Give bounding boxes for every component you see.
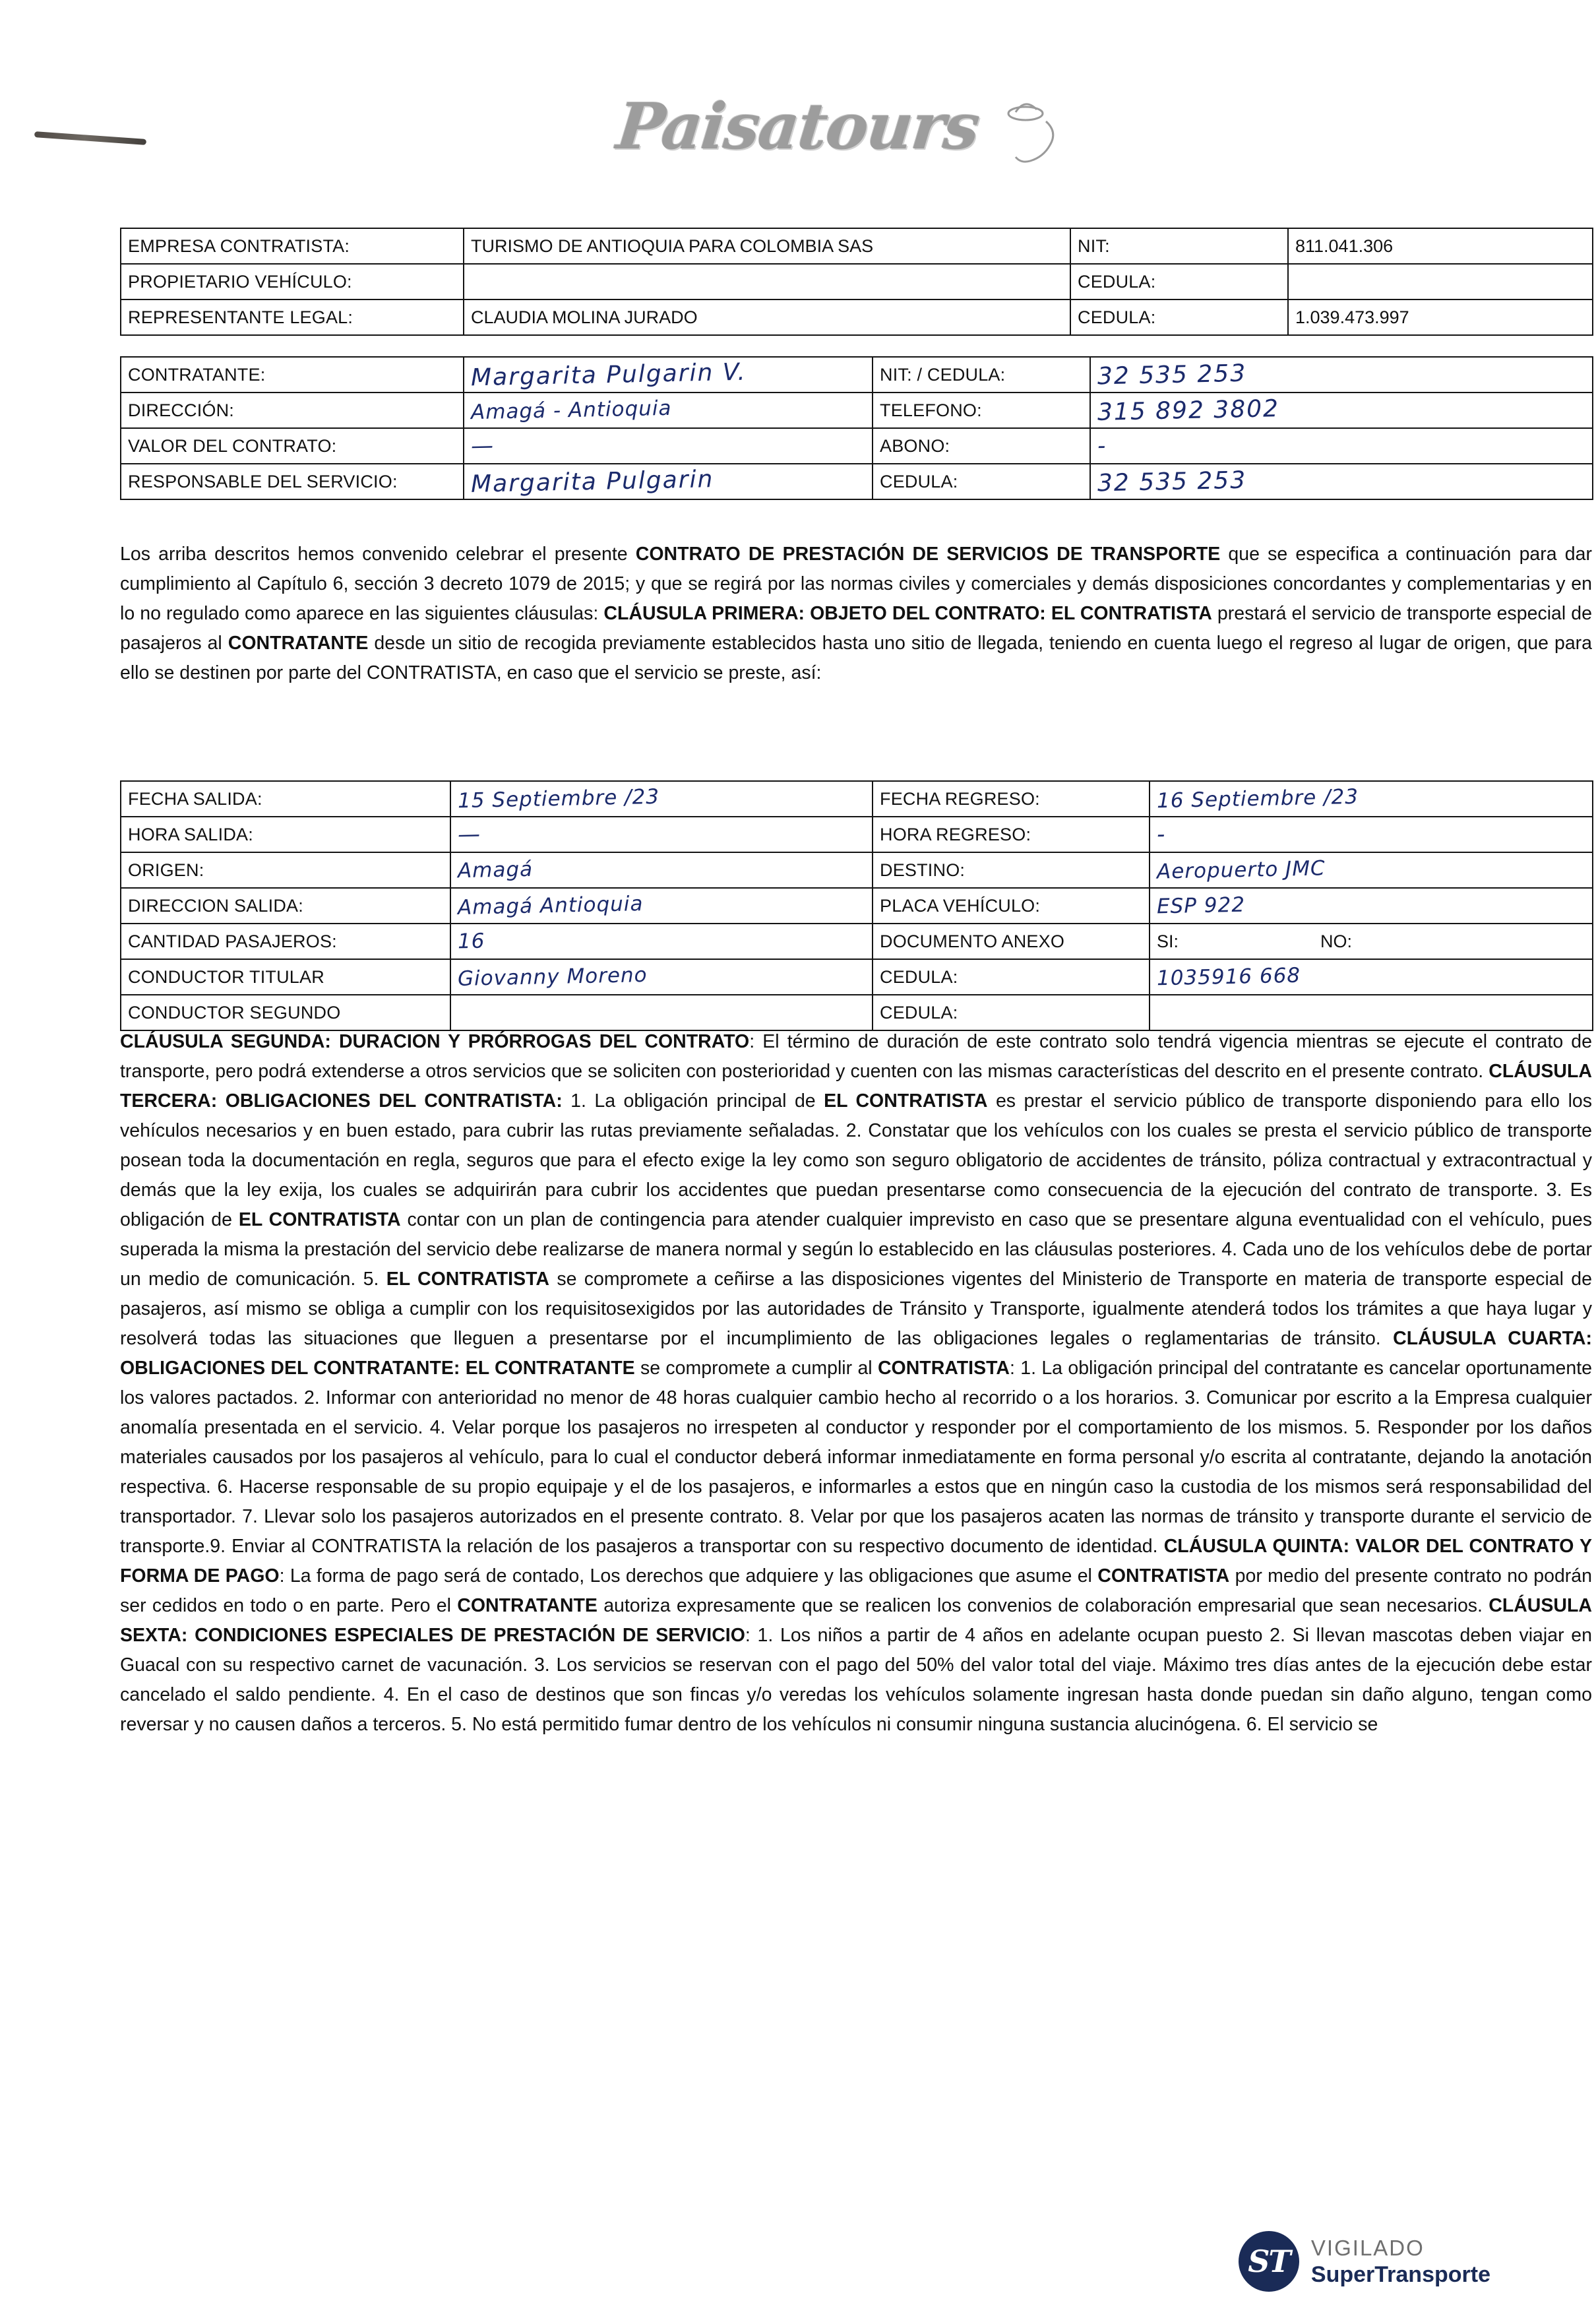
intro-post: que se especifica a continuación para dar cumplimiento al Capítulo 6, sección 3 decreto 1079 de 2015; y que se regirá por las normas civiles y comerciales y demás disposiciones concordantes y complementarias y en lo no regulado como aparece en las siguientes cláusulas:: [120, 544, 1592, 624]
documento-anexo-no: NO:: [1320, 931, 1353, 951]
clause-quinta-text: : La forma de pago será de contado, Los derechos que adquiere y las obligaciones que asume el: [279, 1565, 1098, 1587]
clause-tercera-title: CLÁUSULA TERCERA: OBLIGACIONES DEL CONTRATISTA:: [120, 1061, 1592, 1112]
clause-quinta-bold2: CONTRATISTA: [1097, 1565, 1230, 1587]
table-row: [121, 995, 1593, 1030]
clause-quinta-title: CLÁUSULA QUINTA: VALOR DEL CONTRATO Y FORMA DE PAGO: [120, 1536, 1592, 1587]
label-telefono: TELEFONO:: [873, 393, 1090, 428]
vigilado-supertransporte-badge: [1239, 2231, 1490, 2292]
intro-bold: CONTRATO DE PRESTACIÓN DE SERVICIOS DE TRANSPORTE: [635, 544, 1221, 565]
documento-anexo-si: SI:: [1157, 931, 1179, 951]
table-row: [121, 357, 1593, 393]
value-hora-regreso: -: [1150, 817, 1593, 852]
value-destino: Aeropuerto JMC: [1150, 852, 1593, 888]
label-origen: ORIGEN:: [121, 852, 450, 888]
value-empresa-contratista: TURISMO DE ANTIOQUIA PARA COLOMBIA SAS: [464, 228, 1070, 264]
value-cedula-conductor-segundo: [1150, 995, 1593, 1030]
label-conductor-segundo: CONDUCTOR SEGUNDO: [121, 995, 450, 1030]
clause-quinta-bold3: CONTRATANTE: [457, 1595, 598, 1616]
value-placa-vehiculo: ESP 922: [1150, 888, 1593, 924]
value-cantidad-pasajeros: 16: [450, 924, 873, 959]
value-representante-legal: CLAUDIA MOLINA JURADO: [464, 299, 1070, 335]
label-abono: ABONO:: [873, 428, 1090, 464]
label-fecha-regreso: FECHA REGRESO:: [873, 781, 1150, 817]
clause-segunda-text: : El término de duración de este contrato solo tendrá vigencia mientras se ejecute el contrato de transporte, pero podrá extenderse a otros servicios que se soliciten con posterioridad y cuenten con las mismas características del descrito en el presente contrato.: [120, 1031, 1592, 1082]
pen-stroke-mark: [34, 131, 146, 145]
value-direccion-salida: Amagá Antioquia: [450, 888, 873, 924]
label-conductor-titular: CONDUCTOR TITULAR: [121, 959, 450, 995]
clause-tercera-bold4: EL CONTRATISTA: [386, 1269, 549, 1290]
label-placa-vehiculo: PLACA VEHÍCULO:: [873, 888, 1150, 924]
service-table: [120, 780, 1593, 1031]
clause-quinta-text3: autoriza expresamente que se realicen los convenios de colaboración empresarial que sean necesarios.: [597, 1595, 1489, 1616]
value-propietario-vehiculo: [464, 264, 1070, 299]
table-row: [121, 428, 1593, 464]
clause-cuarta-text2: : 1. La obligación principal del contratante es cancelar oportunamente los valores pactados. 2. Informar con anterioridad no menor de 48 horas cualquier cambio hecho al recorrido o a los horarios. 3. Comunicar por escrito a la Empresa cualquier anomalía presentada en el servicio. 4. Velar porque los pasajeros no irrespeten al conductor y responder por el comportamiento de los mismos. 5. Responder por los daños materiales causados por los pasajeros al vehículo, para lo cual el conductor deberá informar inmediatamente en forma personal y/o escrita al contratante, dejando la anotación respectiva. 6. Hacerse responsable de su propio equipaje y el de los pasajeros, e informarles a estos que en ningún caso la custodia de los mismos será responsabilidad del transportador. 7. Llevar solo los pasajeros autorizados en el presente contrato. 8. Velar por que los pasajeros acaten las normas de tránsito y transporte durante el servicio de transporte.9. Enviar al CONTRATISTA la relación de los pasajeros a transportar con su respectivo documento de identidad.: [120, 1358, 1592, 1557]
value-fecha-regreso: 16 Septiembre /23: [1150, 781, 1593, 817]
label-valor-contrato: VALOR DEL CONTRATO:: [121, 428, 464, 464]
value-abono: -: [1090, 428, 1593, 464]
label-direccion-salida: DIRECCION SALIDA:: [121, 888, 450, 924]
value-valor-contrato: —: [464, 428, 873, 464]
clause-cuarta-title: CLÁUSULA CUARTA: OBLIGACIONES DEL CONTRATANTE: EL CONTRATANTE: [120, 1328, 1592, 1379]
value-documento-anexo: [1150, 924, 1593, 959]
intro-pre: Los arriba descritos hemos convenido celebrar el presente: [120, 544, 636, 565]
clause-tercera-text3: contar con un plan de contingencia para atender cualquier imprevisto en caso que se presentare alguna eventualidad con el vehículo, pues superada la misma la prestación del servicio debe realizarse de manera normal y según lo establecido en las cláusulas posteriores. 4. Cada uno de los vehículos debe de portar un medio de comunicación. 5.: [120, 1209, 1592, 1290]
company-logo: [0, 89, 1596, 164]
value-conductor-titular: Giovanny Moreno: [450, 959, 873, 995]
label-propietario-vehiculo: PROPIETARIO VEHÍCULO:: [121, 264, 464, 299]
clause-primera-text2: desde un sitio de recogida previamente establecidos hasta uno sitio de llegada, teniendo en cuenta luego el regreso al lugar de origen, que para ello se destinen por parte del CONTRATISTA, en caso que el servicio se preste, así:: [120, 633, 1593, 683]
clause-tercera-bold3: EL CONTRATISTA: [238, 1209, 401, 1230]
label-contratante: CONTRATANTE:: [121, 357, 464, 393]
label-cedula-conductor-titular: CEDULA:: [873, 959, 1150, 995]
st-logo-icon: ST: [1239, 2231, 1299, 2292]
label-documento-anexo: DOCUMENTO ANEXO: [873, 924, 1150, 959]
label-cedula-propietario: CEDULA:: [1070, 264, 1288, 299]
clause-tercera-bold2: EL CONTRATISTA: [824, 1090, 988, 1112]
label-empresa-contratista: EMPRESA CONTRATISTA:: [121, 228, 464, 264]
value-hora-salida: —: [450, 817, 873, 852]
value-cedula-propietario: [1288, 264, 1593, 299]
badge-text: [1311, 2235, 1490, 2288]
label-hora-salida: HORA SALIDA:: [121, 817, 450, 852]
value-responsable-servicio: Margarita Pulgarin: [464, 464, 873, 499]
value-origen: Amagá: [450, 852, 873, 888]
table-row: [121, 781, 1593, 817]
table-row: [121, 464, 1593, 499]
clauses-paragraph: [120, 1027, 1592, 1740]
badge-line-2: SuperTransporte: [1310, 2262, 1490, 2287]
label-nit: NIT:: [1070, 228, 1288, 264]
value-direccion: Amagá - Antioquia: [464, 393, 873, 428]
clause-primera-text: prestará el servicio de transporte especial de pasajeros al: [120, 603, 1592, 654]
clause-sexta-text: : 1. Los niños a partir de 4 años en adelante ocupan puesto 2. Si llevan mascotas deben viajar en Guacal con su respectivo carnet de vacunación. 3. Los servicios se reservan con el pago del 50% del valor total del viaje. Máximo tres días antes de la ejecución debe estar cancelado el saldo pendiente. 4. En el caso de destinos que son fincas y/o veredas los vehículos solamente ingresan hasta donde puedan sin daño alguno, tengan como reversar y no causen daños a terceros. 5. No está permitido fumar dentro de los vehículos ni consumir ninguna sustancia alucinógena. 6. El servicio se: [120, 1625, 1592, 1735]
label-fecha-salida: FECHA SALIDA:: [121, 781, 450, 817]
label-representante-legal: REPRESENTANTE LEGAL:: [121, 299, 464, 335]
table-row: [121, 264, 1593, 299]
company-table: [120, 228, 1593, 336]
value-contratante: Margarita Pulgarin V.: [464, 357, 873, 393]
label-destino: DESTINO:: [873, 852, 1150, 888]
clause-sexta-title: CLÁUSULA SEXTA: CONDICIONES ESPECIALES DE PRESTACIÓN DE SERVICIO: [120, 1595, 1592, 1646]
table-row: [121, 924, 1593, 959]
hat-outline-icon: [989, 92, 1068, 172]
badge-line-1: VIGILADO: [1310, 2236, 1425, 2260]
clause-segunda-title: CLÁUSULA SEGUNDA: DURACION Y PRÓRROGAS DEL CONTRATO: [120, 1031, 750, 1052]
clause-tercera-text2: es prestar el servicio público de transporte disponiendo para ello los vehículos necesarios y en buen estado, para cubrir las rutas previamente señaladas. 2. Constatar que los vehículos con los cuales se presta el servicio público de transporte posean toda la documentación en regla, seguros que para el efecto exige la ley como son seguro obligatorio de accidentes de tránsito, póliza contractual y extracontractual y demás que la ley exija, los cuales se adquirirán para cubrir los accidentes que puedan presentarse como consecuencia de la ejecución del contrato de transporte. 3. Es obligación de: [120, 1090, 1593, 1230]
value-conductor-segundo: [450, 995, 873, 1030]
clause-cuarta-text: se compromete a cumplir al: [634, 1358, 878, 1379]
table-row: [121, 852, 1593, 888]
label-cedula-responsable: CEDULA:: [873, 464, 1090, 499]
label-cantidad-pasajeros: CANTIDAD PASAJEROS:: [121, 924, 450, 959]
value-cedula-representante: 1.039.473.997: [1288, 299, 1593, 335]
value-nit: 811.041.306: [1288, 228, 1593, 264]
value-nit-cedula-contratante: 32 535 253: [1090, 357, 1593, 393]
value-fecha-salida: 15 Septiembre /23: [450, 781, 873, 817]
clause-tercera-text4: se compromete a ceñirse a las disposiciones vigentes del Ministerio de Transporte en materia de transporte especial de pasajeros, así mismo se obliga a cumplir con los requisitosexigidos por las autoridades de Tránsito y Transporte, igualmente atenderá todos los trámites a que haya lugar y resolverá todas las situaciones que lleguen a presentarse por el incumplimiento de las obligaciones legales o reglamentarias de tránsito.: [120, 1269, 1593, 1349]
table-row: [121, 228, 1593, 264]
table-row: [121, 299, 1593, 335]
clause-primera-title: CLÁUSULA PRIMERA: OBJETO DEL CONTRATO: EL CONTRATISTA: [603, 603, 1212, 624]
label-nit-cedula-contratante: NIT: / CEDULA:: [873, 357, 1090, 393]
value-cedula-conductor-titular: 1035916 668: [1150, 959, 1593, 995]
table-row: [121, 888, 1593, 924]
label-cedula-representante: CEDULA:: [1070, 299, 1288, 335]
value-cedula-responsable: 32 535 253: [1090, 464, 1593, 499]
intro-paragraph: [120, 540, 1592, 688]
table-row: [121, 393, 1593, 428]
clause-tercera-text: 1. La obligación principal de: [562, 1090, 824, 1112]
logo-text: Paisatours: [613, 89, 983, 164]
client-table: [120, 356, 1593, 500]
value-telefono: 315 892 3802: [1090, 393, 1593, 428]
clause-quinta-text2: por medio del presente contrato no podrán ser cedidos en todo o en parte. Pero el: [120, 1565, 1592, 1616]
label-responsable-servicio: RESPONSABLE DEL SERVICIO:: [121, 464, 464, 499]
clause-primera-bold2: CONTRATANTE: [228, 633, 369, 654]
table-row: [121, 817, 1593, 852]
clause-cuarta-bold2: CONTRATISTA: [877, 1358, 1010, 1379]
label-hora-regreso: HORA REGRESO:: [873, 817, 1150, 852]
label-cedula-conductor-segundo: CEDULA:: [873, 995, 1150, 1030]
label-direccion: DIRECCIÓN:: [121, 393, 464, 428]
table-row: [121, 959, 1593, 995]
